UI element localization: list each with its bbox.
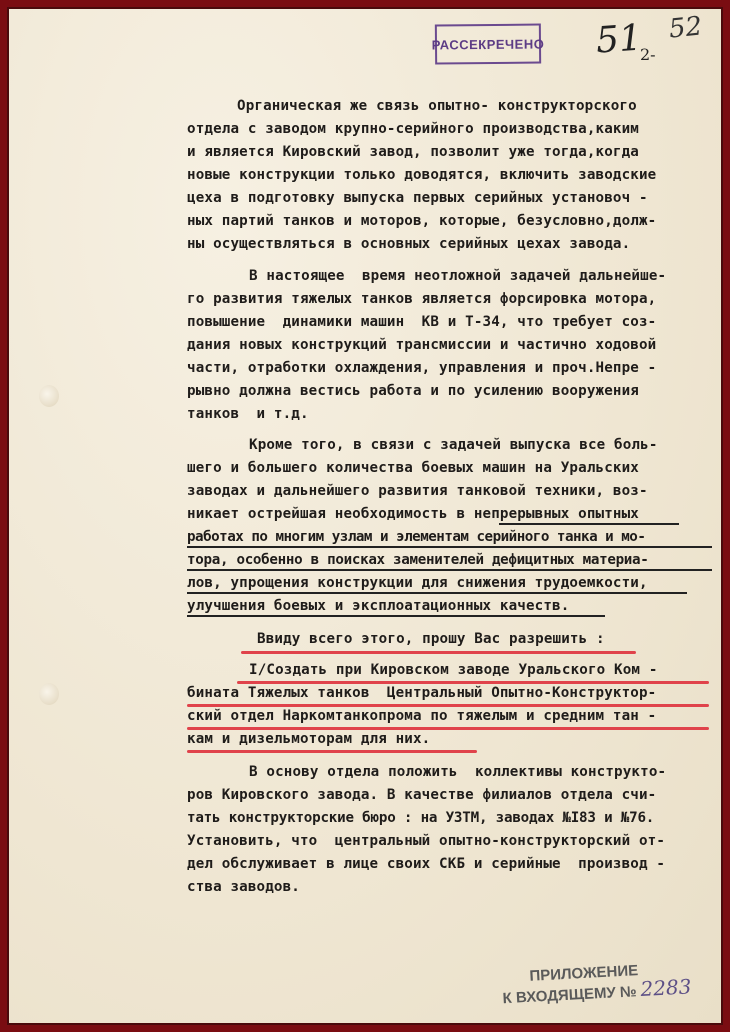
red-underline	[187, 704, 709, 707]
text-line: никает острейшая необходимость в непрерывных опытных	[187, 506, 639, 522]
text-line: заводах и дальнейшего развития танковой техники, воз-	[187, 483, 648, 499]
text-line: бината Тяжелых танков Центральный Опытно-Конструктор-	[187, 685, 657, 701]
text-line: дел обслуживает в лице своих СКБ и серийные производ -	[187, 856, 666, 872]
text-line: работах по многим узлам и элементам серийного танка и мо-	[187, 529, 646, 545]
text-line: тать конструкторские бюро : на УЗТМ, заводах №I83 и №76.	[187, 810, 655, 826]
declassified-stamp: РАССЕКРЕЧЕНО	[435, 24, 541, 65]
text-line: рывно должна вестись работа и по усилению вооружения	[187, 383, 639, 399]
text-line: цеха в подготовку выпуска первых серийных установоч -	[187, 190, 648, 206]
text-line: го развития тяжелых танков является форсировка мотора,	[187, 291, 657, 307]
request-line: Ввиду всего этого, прошу Вас разрешить :	[257, 631, 605, 647]
red-underline	[241, 651, 636, 654]
text-line: ных партий танков и моторов, которые, безусловно,долж-	[187, 213, 657, 229]
folio-alt-number: 52	[667, 11, 704, 45]
underline	[187, 569, 712, 571]
text-line: В основу отдела положить коллективы конструкто-	[249, 764, 667, 780]
text-line: кам и дизельмоторам для них.	[187, 731, 431, 747]
underline	[499, 523, 679, 525]
red-underline	[187, 750, 477, 753]
incoming-number: 2283	[639, 974, 692, 1001]
text-line: улучшения боевых и эксплоатационных качеств.	[187, 598, 570, 614]
text-line: дания новых конструкций трансмиссии и частично ходовой	[187, 337, 657, 353]
text-line: танков и т.д.	[187, 406, 309, 422]
text-line: Кроме того, в связи с задачей выпуска все боль-	[249, 437, 658, 453]
text-line: В настоящее время неотложной задачей дальнейше-	[249, 268, 667, 284]
incoming-stamp	[501, 959, 703, 1008]
text-line: ский отдел Наркомтанкопрома по тяжелым и средним тан -	[187, 708, 657, 724]
incoming-stamp-line1: ПРИЛОЖЕНИЕ	[529, 962, 639, 985]
text-line: ны осуществляться в основных серийных цехах завода.	[187, 236, 631, 252]
underline	[187, 592, 687, 594]
text-line: отдела с заводом крупно-серийного производства,каким	[187, 121, 639, 137]
text-line: части, отработки охлаждения, управления и проч.Непре -	[187, 360, 657, 376]
text-line: шего и большего количества боевых машин на Уральских	[187, 460, 639, 476]
folio-number: 51	[594, 17, 644, 62]
document-page	[9, 9, 721, 1023]
text-line: тора, особенно в поисках заменителей дефицитных материа-	[187, 552, 649, 568]
underline	[187, 615, 605, 617]
text-line: ства заводов.	[187, 879, 300, 895]
text-line: и является Кировский завод, позволит уже тогда,когда	[187, 144, 639, 160]
text-line: I/Создать при Кировском заводе Уральского Ком -	[249, 662, 658, 678]
text-line: лов, упрощения конструкции для снижения трудоемкости,	[187, 575, 648, 591]
underline	[187, 546, 712, 548]
incoming-stamp-label: К ВХОДЯЩЕМУ №	[502, 983, 638, 1008]
text-line: новые конструкции только доводятся, включить заводские	[187, 167, 657, 183]
text-line: Органическая же связь опытно- конструкторского	[237, 98, 637, 114]
text-line: Установить, что центральный опытно-конструкторский от-	[187, 833, 666, 849]
red-underline	[237, 681, 709, 684]
text-line: ров Кировского завода. В качестве филиалов отдела счи-	[187, 787, 657, 803]
folio-subnumber: 2-	[640, 45, 656, 64]
text-line: повышение динамики машин КВ и Т-34, что требует соз-	[187, 314, 657, 330]
punch-hole-top	[39, 385, 59, 407]
red-underline	[187, 727, 709, 730]
punch-hole-bottom	[39, 683, 59, 705]
